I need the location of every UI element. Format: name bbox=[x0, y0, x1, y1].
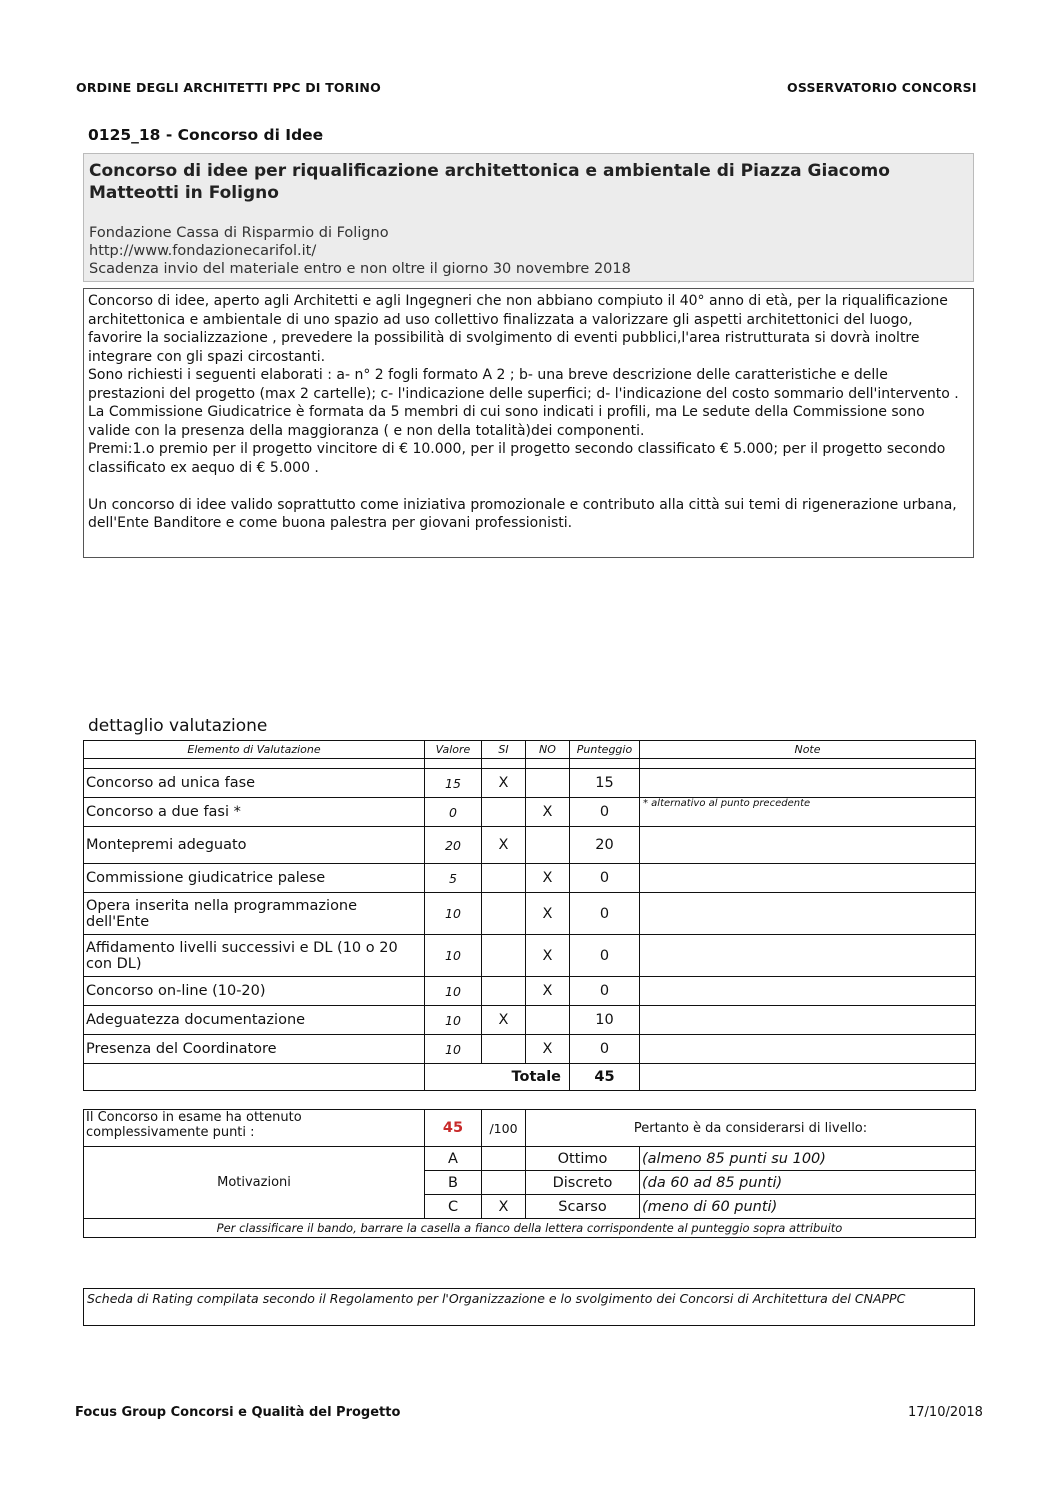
organizer: Fondazione Cassa di Risparmio di Foligno bbox=[89, 225, 389, 241]
evaluation-table bbox=[83, 740, 976, 1091]
value-cell: 0 bbox=[425, 798, 482, 827]
points-max: /100 bbox=[482, 1110, 526, 1147]
note-cell bbox=[640, 1006, 976, 1035]
description-paragraph: La Commissione Giudicatrice è formata da 5 membri di cui sono indicati i profili, ma Le sedute della Commissione sono valide con la presenza della maggioranza ( e non della totalità)dei componenti. bbox=[88, 404, 925, 439]
footer-date: 17/10/2018 bbox=[908, 1405, 983, 1420]
note-cell bbox=[640, 935, 976, 977]
no-cell bbox=[526, 769, 570, 798]
level-name: Scarso bbox=[526, 1195, 640, 1219]
element-cell: Concorso a due fasi * bbox=[84, 798, 425, 827]
description-paragraph: Premi:1.o premio per il progetto vincitore di € 10.000, per il progetto secondo classificato € 5.000; per il progetto secondo classificato ex aequo di € 5.000 . bbox=[88, 441, 946, 476]
table-row bbox=[84, 935, 976, 977]
note-cell bbox=[640, 769, 976, 798]
value-cell: 10 bbox=[425, 935, 482, 977]
value-cell: 10 bbox=[425, 977, 482, 1006]
si-cell: X bbox=[482, 769, 526, 798]
score-cell: 0 bbox=[570, 935, 640, 977]
table-row bbox=[84, 798, 976, 827]
score-cell: 0 bbox=[570, 798, 640, 827]
no-cell: X bbox=[526, 798, 570, 827]
level-letter: B bbox=[425, 1171, 482, 1195]
element-cell: Concorso ad unica fase bbox=[84, 769, 425, 798]
col-header: Punteggio bbox=[570, 741, 640, 759]
motivations-label: Motivazioni bbox=[84, 1147, 425, 1219]
si-cell bbox=[482, 1035, 526, 1064]
no-cell: X bbox=[526, 864, 570, 893]
value-cell: 10 bbox=[425, 1035, 482, 1064]
element-cell: Commissione giudicatrice palese bbox=[84, 864, 425, 893]
si-cell bbox=[482, 977, 526, 1006]
total-note-cell bbox=[640, 1064, 976, 1091]
description-paragraph: Un concorso di idee valido soprattutto come iniziativa promozionale e contributo alla città sui temi di rigenerazione urbana, dell'Ente Banditore e come buona palestra per giovani professionisti. bbox=[88, 496, 957, 531]
level-mark: X bbox=[482, 1195, 526, 1219]
description-box bbox=[83, 288, 974, 558]
level-mark bbox=[482, 1147, 526, 1171]
value-cell: 5 bbox=[425, 864, 482, 893]
si-cell: X bbox=[482, 1006, 526, 1035]
note-cell bbox=[640, 827, 976, 864]
element-cell: Montepremi adeguato bbox=[84, 827, 425, 864]
header-organization: ORDINE DEGLI ARCHITETTI PPC DI TORINO bbox=[76, 80, 381, 95]
organizer-url[interactable]: http://www.fondazionecarifol.it/ bbox=[89, 243, 317, 259]
no-cell: X bbox=[526, 893, 570, 935]
no-cell: X bbox=[526, 977, 570, 1006]
rating-note: Scheda di Rating compilata secondo il Regolamento per l'Organizzazione e lo svolgimento dei Concorsi di Architettura del CNAPPC bbox=[83, 1288, 975, 1326]
total-row bbox=[84, 1064, 976, 1091]
points-row bbox=[84, 1110, 976, 1147]
si-cell bbox=[482, 893, 526, 935]
score-table bbox=[83, 1109, 976, 1238]
total-empty-cell bbox=[84, 1064, 425, 1091]
no-cell: X bbox=[526, 935, 570, 977]
si-cell bbox=[482, 798, 526, 827]
si-cell bbox=[482, 935, 526, 977]
table-row bbox=[84, 1035, 976, 1064]
col-header: Note bbox=[640, 741, 976, 759]
level-range: (meno di 60 punti) bbox=[640, 1195, 976, 1219]
points-value: 45 bbox=[425, 1110, 482, 1147]
level-name: Discreto bbox=[526, 1171, 640, 1195]
value-cell: 20 bbox=[425, 827, 482, 864]
note-cell: * alternativo al punto precedente bbox=[640, 798, 976, 827]
title-box bbox=[83, 153, 974, 282]
element-cell: Presenza del Coordinatore bbox=[84, 1035, 425, 1064]
table-row bbox=[84, 769, 976, 798]
description-paragraph bbox=[88, 477, 969, 496]
score-cell: 0 bbox=[570, 893, 640, 935]
header-section: OSSERVATORIO CONCORSI bbox=[787, 80, 977, 95]
level-letter: C bbox=[425, 1195, 482, 1219]
deadline: Scadenza invio del materiale entro e non oltre il giorno 30 novembre 2018 bbox=[89, 261, 631, 277]
score-cell: 0 bbox=[570, 1035, 640, 1064]
si-cell: X bbox=[482, 827, 526, 864]
score-cell: 0 bbox=[570, 864, 640, 893]
no-cell bbox=[526, 1006, 570, 1035]
col-header: SI bbox=[482, 741, 526, 759]
classification-footnote: Per classificare il bando, barrare la casella a fianco della lettera corrispondente al punteggio sopra attribuito bbox=[84, 1219, 976, 1238]
score-cell: 20 bbox=[570, 827, 640, 864]
total-label: Totale bbox=[425, 1064, 570, 1091]
level-range: (almeno 85 punti su 100) bbox=[640, 1147, 976, 1171]
col-header: NO bbox=[526, 741, 570, 759]
level-name: Ottimo bbox=[526, 1147, 640, 1171]
level-range: (da 60 ad 85 punti) bbox=[640, 1171, 976, 1195]
footnote-row bbox=[84, 1219, 976, 1238]
table-row bbox=[84, 827, 976, 864]
competition-title: Concorso di idee per riqualificazione architettonica e ambientale di Piazza Giacomo Matteotti in Foligno bbox=[89, 161, 890, 203]
table-row bbox=[84, 977, 976, 1006]
value-cell: 10 bbox=[425, 893, 482, 935]
description-paragraph: Concorso di idee, aperto agli Architetti e agli Ingegneri che non abbiano compiuto il 40° anno di età, per la riqualificazione architettonica e ambientale di uno spazio ad uso collettivo finalizzata a valorizzare gli aspetti architettonici del luogo, favorire la socializzazione , prevedere la possibilità di svolgimento di eventi pubblici,l'area ristrutturata si dovrà inoltre integrare con gli spazi circostanti. bbox=[88, 293, 948, 365]
si-cell bbox=[482, 864, 526, 893]
description-paragraph: Sono richiesti i seguenti elaborati : a- n° 2 fogli formato A 2 ; b- una breve descrizione delle caratteristiche e delle prestazioni del progetto (max 2 cartelle); c- l'indicazione delle superfici; d- l'indicazione del costo sommario dell'intervento . bbox=[88, 367, 959, 402]
table-row bbox=[84, 1006, 976, 1035]
competition-code: 0125_18 - Concorso di Idee bbox=[88, 126, 324, 144]
col-header: Valore bbox=[425, 741, 482, 759]
no-cell: X bbox=[526, 1035, 570, 1064]
value-cell: 10 bbox=[425, 1006, 482, 1035]
table-row bbox=[84, 864, 976, 893]
footer-group: Focus Group Concorsi e Qualità del Progetto bbox=[75, 1405, 401, 1420]
element-cell: Adeguatezza documentazione bbox=[84, 1006, 425, 1035]
no-cell bbox=[526, 827, 570, 864]
total-value: 45 bbox=[570, 1064, 640, 1091]
spacer-row bbox=[84, 759, 976, 769]
score-cell: 10 bbox=[570, 1006, 640, 1035]
element-cell: Affidamento livelli successivi e DL (10 o 20 con DL) bbox=[84, 935, 425, 977]
table-header-row bbox=[84, 741, 976, 759]
element-cell: Concorso on-line (10-20) bbox=[84, 977, 425, 1006]
value-cell: 15 bbox=[425, 769, 482, 798]
table-row bbox=[84, 893, 976, 935]
score-cell: 15 bbox=[570, 769, 640, 798]
points-label: Il Concorso in esame ha ottenuto complessivamente punti : bbox=[84, 1110, 425, 1147]
level-text: Pertanto è da considerarsi di livello: bbox=[526, 1110, 976, 1147]
level-letter: A bbox=[425, 1147, 482, 1171]
note-cell bbox=[640, 977, 976, 1006]
element-cell: Opera inserita nella programmazione dell'Ente bbox=[84, 893, 425, 935]
note-cell bbox=[640, 893, 976, 935]
level-row bbox=[84, 1147, 976, 1171]
note-cell bbox=[640, 864, 976, 893]
level-mark bbox=[482, 1171, 526, 1195]
evaluation-heading: dettaglio valutazione bbox=[88, 716, 268, 736]
score-cell: 0 bbox=[570, 977, 640, 1006]
note-cell bbox=[640, 1035, 976, 1064]
col-header: Elemento di Valutazione bbox=[84, 741, 425, 759]
